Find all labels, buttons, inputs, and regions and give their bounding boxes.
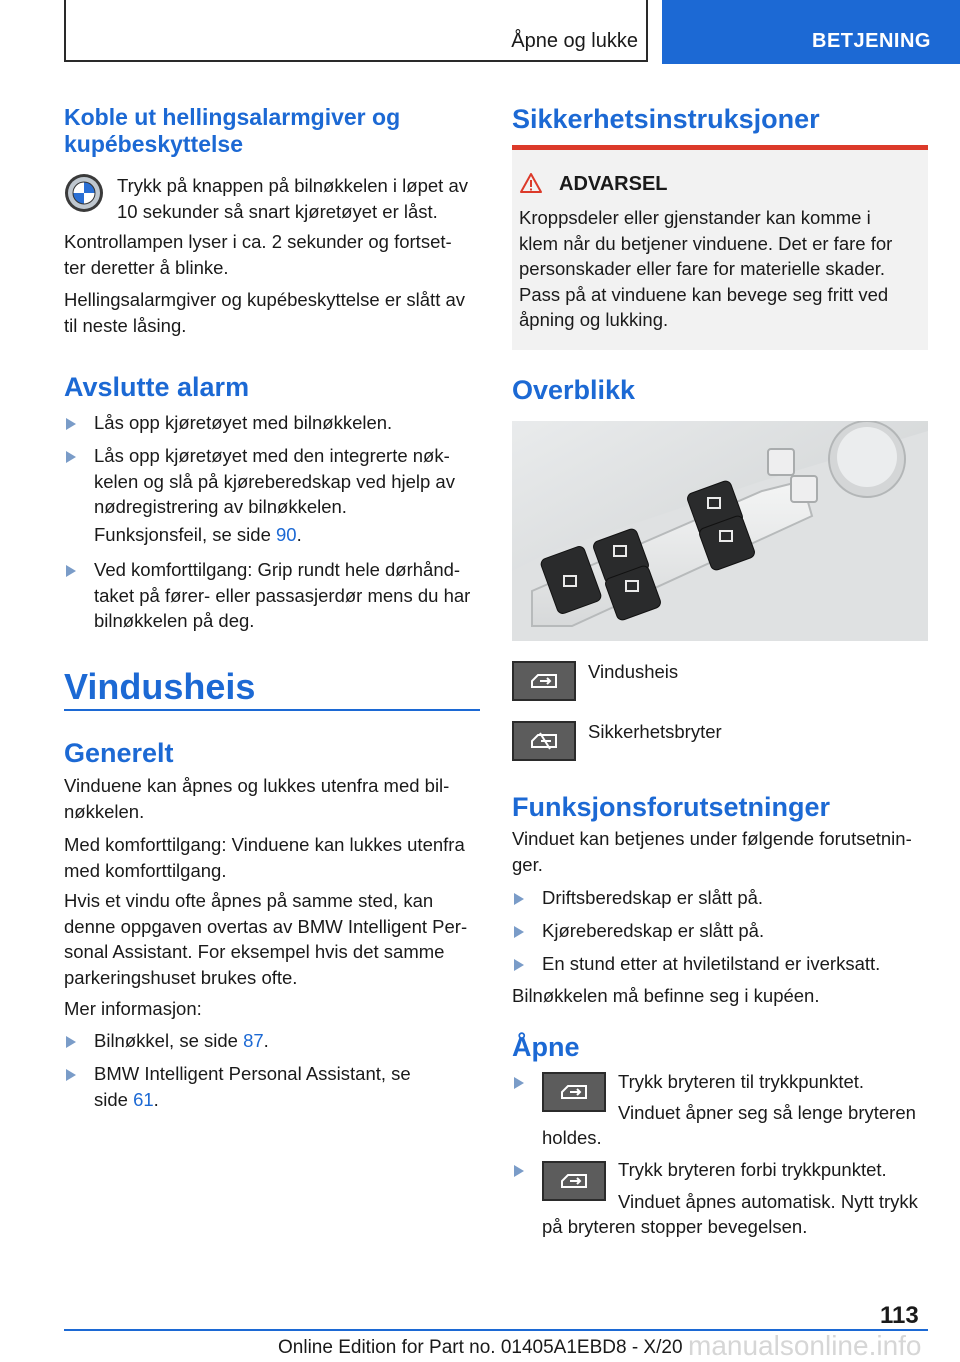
text-line: parkeringshuset brukes ofte. <box>64 966 298 988</box>
text-span: side <box>94 1088 134 1110</box>
triangle-bullet-icon <box>514 1165 524 1177</box>
page-number: 113 <box>880 1302 919 1329</box>
text-line: bilnøkkelen på deg. <box>94 610 255 631</box>
heading-rule <box>64 709 480 711</box>
warning-triangle-icon <box>519 172 543 194</box>
triangle-bullet-icon <box>514 893 524 905</box>
list-item <box>94 1061 411 1112</box>
koble-heading-line: kupébeskyttelse <box>64 131 243 157</box>
apne-step-2-line-1: Trykk bryteren forbi trykkpunktet. <box>618 1159 887 1180</box>
text-line: ger. <box>512 853 543 875</box>
warning-text <box>519 205 892 333</box>
text-span: Bilnøkkel, se side <box>94 1030 244 1051</box>
warning-bar <box>512 145 928 150</box>
list-item: Lås opp kjøretøyet med bilnøkkelen. <box>94 412 393 433</box>
text-line: Vinduene kan åpnes og lukkes utenfra med bil‐ <box>64 775 450 796</box>
sikkerhet-heading: Sikkerhetsinstruksjoner <box>512 104 820 134</box>
overblikk-heading: Overblikk <box>512 375 636 405</box>
list-item: Kjøreberedskap er slått på. <box>542 920 765 941</box>
text-span: . <box>153 1088 159 1110</box>
text-line: Kroppsdeler eller gjenstander kan komme i <box>519 207 871 228</box>
text-line: 10 sekunder så snart kjøretøyet er låst. <box>117 200 438 222</box>
list-item <box>94 1028 269 1054</box>
text-line <box>94 1087 411 1113</box>
text-line: Pass på at vinduene kan bevege seg fritt ved <box>519 283 889 305</box>
funksjon-paragraph-2: Bilnøkkelen må befinne seg i kupéen. <box>512 985 820 1006</box>
safety-switch-icon <box>512 721 576 761</box>
text-line: denne oppgaven overtas av BMW Intelligent Per‐ <box>64 915 468 937</box>
triangle-bullet-icon <box>66 451 76 463</box>
apne-step-2-line-3: på bryteren stopper bevegelsen. <box>542 1216 808 1237</box>
koble-heading-line: Koble ut hellingsalarmgiver og <box>64 104 401 130</box>
text-line: Hellingsalarmgiver og kupébeskyttelse er slått av <box>64 289 466 310</box>
window-lifter-icon <box>542 1161 606 1201</box>
legend-label-1: Vindusheis <box>588 661 679 682</box>
footer-edition: Online Edition for Part no. 01405A1EBD8 - X/20 <box>278 1337 683 1358</box>
text-line: personskader eller fare for materielle skader. <box>519 258 886 279</box>
header-frame <box>64 0 648 62</box>
generelt-paragraph-1 <box>64 773 449 824</box>
funksjon-paragraph <box>512 826 912 877</box>
window-lifter-icon <box>542 1072 606 1112</box>
text-span: Funksjonsfeil, se side <box>94 524 277 545</box>
apne-step-1-line-2: Vinduet åpner seg så lenge bryteren <box>618 1102 916 1123</box>
triangle-bullet-icon <box>66 1036 76 1048</box>
vindusheis-heading: Vindusheis <box>64 666 256 707</box>
text-line: åpning og lukking. <box>519 309 669 330</box>
koble-key-text <box>117 173 468 224</box>
page-link[interactable]: 90 <box>276 524 297 545</box>
text-line: med komforttilgang. <box>64 859 227 881</box>
generelt-paragraph-3 <box>64 888 467 990</box>
page-link[interactable]: 61 <box>133 1088 154 1110</box>
text-span: . <box>296 524 302 545</box>
text-line: nødregistrering av bilnøkkelen. <box>94 496 347 517</box>
triangle-bullet-icon <box>66 418 76 430</box>
list-item: En stund etter at hviletilstand er iverksatt. <box>542 953 881 974</box>
apne-step-2-line-2: Vinduet åpnes automatisk. Nytt trykk <box>618 1191 918 1212</box>
list-item <box>94 443 455 520</box>
list-item <box>94 557 470 634</box>
section-title: Åpne og lukke <box>511 30 638 52</box>
text-line: Trykk på knappen på bilnøkkelen i løpet av <box>117 175 468 196</box>
text-line: klem når du betjener vinduene. Det er fare for <box>519 232 893 254</box>
koble-heading <box>64 104 400 158</box>
text-line: til neste låsing. <box>64 314 187 336</box>
chapter-tab[interactable]: BETJENING <box>662 0 960 64</box>
text-line: Kontrollampen lyser i ca. 2 sekunder og fortset‐ <box>64 231 452 252</box>
warning-label: ADVARSEL <box>559 173 668 195</box>
triangle-bullet-icon <box>66 565 76 577</box>
triangle-bullet-icon <box>514 959 524 971</box>
text-line: Med komforttilgang: Vinduene kan lukkes utenfra <box>64 834 465 855</box>
text-line: Lås opp kjøretøyet med den integrerte nøk‐ <box>94 445 450 466</box>
generelt-heading: Generelt <box>64 738 174 768</box>
page-link[interactable]: 87 <box>243 1030 264 1051</box>
bmw-key-icon <box>64 173 104 213</box>
text-line: BMW Intelligent Personal Assistant, se <box>94 1063 411 1084</box>
text-line: taket på fører- eller passasjerdør mens du har <box>94 584 471 606</box>
apne-heading: Åpne <box>512 1032 580 1062</box>
text-line: sonal Assistant. For eksempel hvis det samme <box>64 941 445 962</box>
funksjon-heading: Funksjonsforutsetninger <box>512 792 831 822</box>
text-line: ter deretter å blinke. <box>64 256 229 278</box>
text-line: nøkkelen. <box>64 800 145 822</box>
triangle-bullet-icon <box>66 1069 76 1081</box>
window-lifter-icon <box>512 661 576 701</box>
koble-paragraph-2 <box>64 287 465 338</box>
text-line: Ved komforttilgang: Grip rundt hele dørhånd‐ <box>94 559 461 580</box>
legend-label-2: Sikkerhetsbryter <box>588 721 722 742</box>
text-line: kelen og slå på kjøreberedskap ved hjelp av <box>94 470 455 492</box>
apne-step-1-line-1: Trykk bryteren til trykkpunktet. <box>618 1071 865 1092</box>
avslutte-heading: Avslutte alarm <box>64 372 250 402</box>
text-span: . <box>263 1030 269 1051</box>
text-line: Vinduet kan betjenes under følgende forutsetnin‐ <box>512 828 912 849</box>
generelt-paragraph-2 <box>64 832 465 883</box>
triangle-bullet-icon <box>514 926 524 938</box>
triangle-bullet-icon <box>514 1077 524 1089</box>
door-switch-photo <box>512 421 928 641</box>
koble-paragraph-1 <box>64 229 452 280</box>
list-item: Driftsberedskap er slått på. <box>542 887 764 908</box>
text-line: Hvis et vindu ofte åpnes på samme sted, kan <box>64 890 434 911</box>
list-item-note <box>94 522 302 548</box>
generelt-paragraph-4: Mer informasjon: <box>64 998 202 1019</box>
watermark: manualsonline.info <box>688 1330 922 1361</box>
apne-step-1-line-3: holdes. <box>542 1127 602 1148</box>
